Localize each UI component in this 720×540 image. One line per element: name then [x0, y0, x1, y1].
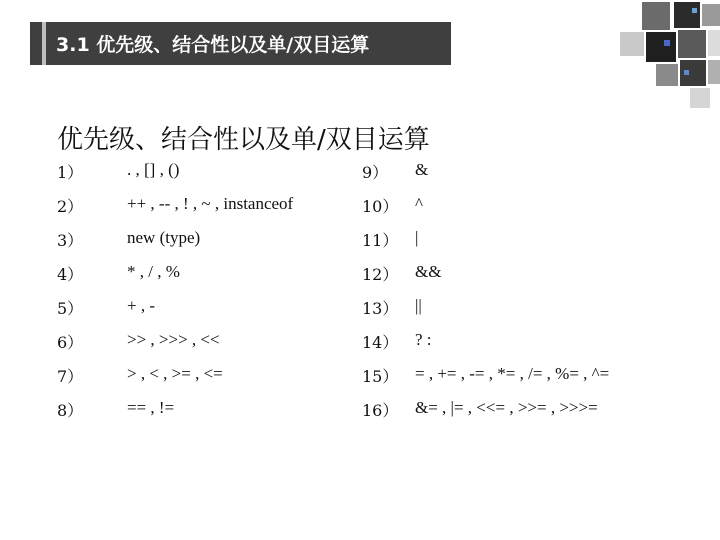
row-number-right: 15）	[362, 367, 399, 386]
operators-left: > , < , >= , <=	[127, 364, 223, 383]
table-row	[0, 330, 720, 360]
operators-right: &	[415, 160, 429, 179]
row-number-left: 4）	[57, 265, 84, 284]
operators-left: * , / , %	[127, 262, 180, 281]
row-number-left: 6）	[57, 333, 84, 352]
operators-left: . , [] , ()	[127, 160, 180, 179]
row-number-right: 11）	[362, 231, 399, 250]
slide-heading: 优先级、结合性以及单/双目运算	[57, 125, 430, 155]
row-number-right: 10）	[362, 197, 399, 216]
operators-right: ^	[415, 194, 423, 213]
row-number-left: 7）	[57, 367, 84, 386]
table-row	[0, 194, 720, 224]
table-row	[0, 296, 720, 326]
row-number-left: 2）	[57, 197, 84, 216]
row-number-right: 12）	[362, 265, 399, 284]
operators-right: |	[415, 228, 419, 247]
row-number-right: 13）	[362, 299, 399, 318]
table-row	[0, 262, 720, 292]
table-row	[0, 364, 720, 394]
operators-left: + , -	[127, 296, 155, 315]
table-row	[0, 160, 720, 190]
row-number-left: 1）	[57, 163, 84, 182]
operators-right: ? :	[415, 330, 432, 349]
row-number-left: 8）	[57, 401, 84, 420]
operators-left: new (type)	[127, 228, 201, 247]
operators-left: == , !=	[127, 398, 175, 417]
title-bar	[30, 22, 451, 65]
operators-right: &= , |= , <<= , >>= , >>>=	[415, 398, 598, 417]
table-row	[0, 398, 720, 428]
row-number-left: 3）	[57, 231, 84, 250]
operators-left: ++ , -- , ! , ~ , instanceof	[127, 194, 294, 213]
operators-right: ||	[415, 296, 422, 315]
decorative-squares	[580, 0, 720, 120]
operators-left: >> , >>> , <<	[127, 330, 220, 349]
row-number-right: 9）	[362, 163, 389, 182]
title-text: 3.1 优先级、结合性以及单/双目运算	[56, 34, 370, 56]
table-row	[0, 228, 720, 258]
operators-right: = , += , -= , *= , /= , %= , ^=	[415, 364, 610, 383]
row-number-right: 16）	[362, 401, 399, 420]
operators-right: &&	[415, 262, 442, 281]
row-number-left: 5）	[57, 299, 84, 318]
row-number-right: 14）	[362, 333, 399, 352]
